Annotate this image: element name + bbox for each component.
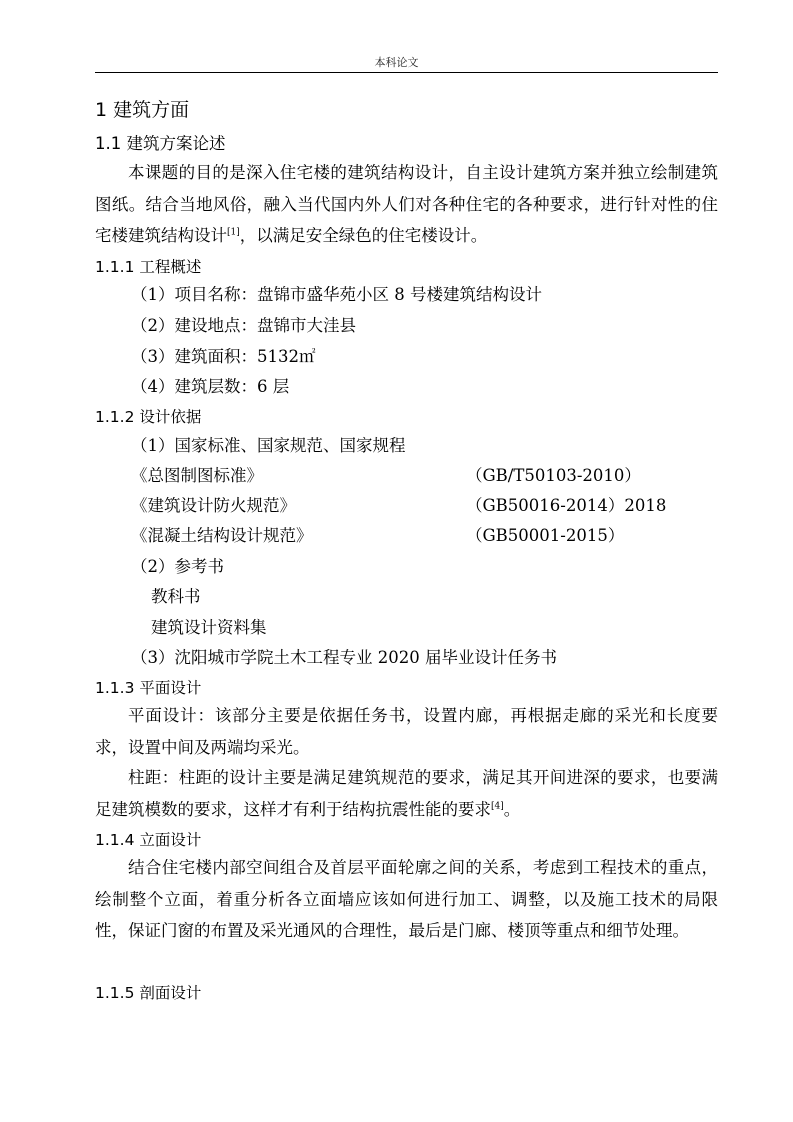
citation-ref: [1]	[227, 227, 240, 238]
section-1-1-3-title: 1.1.3 平面设计	[95, 679, 202, 697]
project-item: （4）建筑层数：6 层	[131, 377, 290, 396]
section-1-1-1-title: 1.1.1 工程概述	[95, 258, 202, 276]
basis-item: （3）沈阳城市学院土木工程专业 2020 届毕业设计任务书	[131, 648, 557, 667]
header-rule	[95, 72, 718, 73]
section-1-1-2-title: 1.1.2 设计依据	[95, 408, 202, 426]
column-spacing-paragraph	[95, 762, 718, 825]
standard-name: 《总图制图标准》	[131, 466, 263, 485]
standard-code: （GB50001-2015）	[466, 526, 625, 545]
standard-code: （GB50016-2014）2018	[466, 496, 667, 515]
project-item: （3）建筑面积：5132㎡	[131, 347, 316, 366]
section-1-1-title: 1.1 建筑方案论述	[95, 134, 226, 153]
standard-name: 《混凝土结构设计规范》	[131, 526, 313, 545]
basis-item: （2）参考书	[131, 557, 224, 576]
plan-design-paragraph: 平面设计：该部分主要是依据任务书，设置内廊，再根据走廊的采光和长度要求，设置中间及两端均采光。	[95, 706, 718, 757]
standard-code: （GB/T50103-2010）	[466, 466, 641, 485]
section-1-1-4-title: 1.1.4 立面设计	[95, 831, 202, 849]
basis-item: （1）国家标准、国家规范、国家规程	[131, 436, 406, 455]
column-spacing-text-b: 。	[503, 799, 521, 819]
column-spacing-text-a: 柱距：柱距的设计主要是满足建筑规范的要求，满足其开间进深的要求，也要满足建筑模数的要求，这样才有利于结构抗震性能的要求	[95, 768, 718, 819]
citation-ref: [4]	[491, 801, 504, 811]
reference-book: 建筑设计资料集	[151, 618, 267, 637]
running-header: 本科论文	[374, 56, 419, 69]
standard-name: 《建筑设计防火规范》	[131, 496, 296, 515]
chapter-title: 1 建筑方面	[95, 99, 190, 121]
section-1-1-text-b: ，以满足安全绿色的住宅楼设计。	[239, 226, 488, 245]
elevation-design-paragraph: 结合住宅楼内部空间组合及首层平面轮廓之间的关系，考虑到工程技术的重点，绘制整个立面，着重分析各立面墙应该如何进行加工、调整，以及施工技术的局限性，保证门窗的布置及采光通风的合理性，最后是门廊、楼顶等重点和细节处理。	[95, 858, 718, 940]
reference-book: 教科书	[151, 587, 201, 606]
project-item: （1）项目名称：盘锦市盛华苑小区 8 号楼建筑结构设计	[131, 285, 542, 304]
project-item: （2）建设地点：盘锦市大洼县	[131, 316, 356, 335]
section-1-1-5-title: 1.1.5 剖面设计	[95, 984, 202, 1002]
section-1-1-text-a: 本课题的目的是深入住宅楼的建筑结构设计，自主设计建筑方案并独立绘制建筑图纸。结合当地风俗，融入当代国内外人们对各种住宅的各种要求，进行针对性的住宅楼建筑结构设计	[95, 163, 718, 245]
section-1-1-paragraph	[95, 157, 718, 252]
